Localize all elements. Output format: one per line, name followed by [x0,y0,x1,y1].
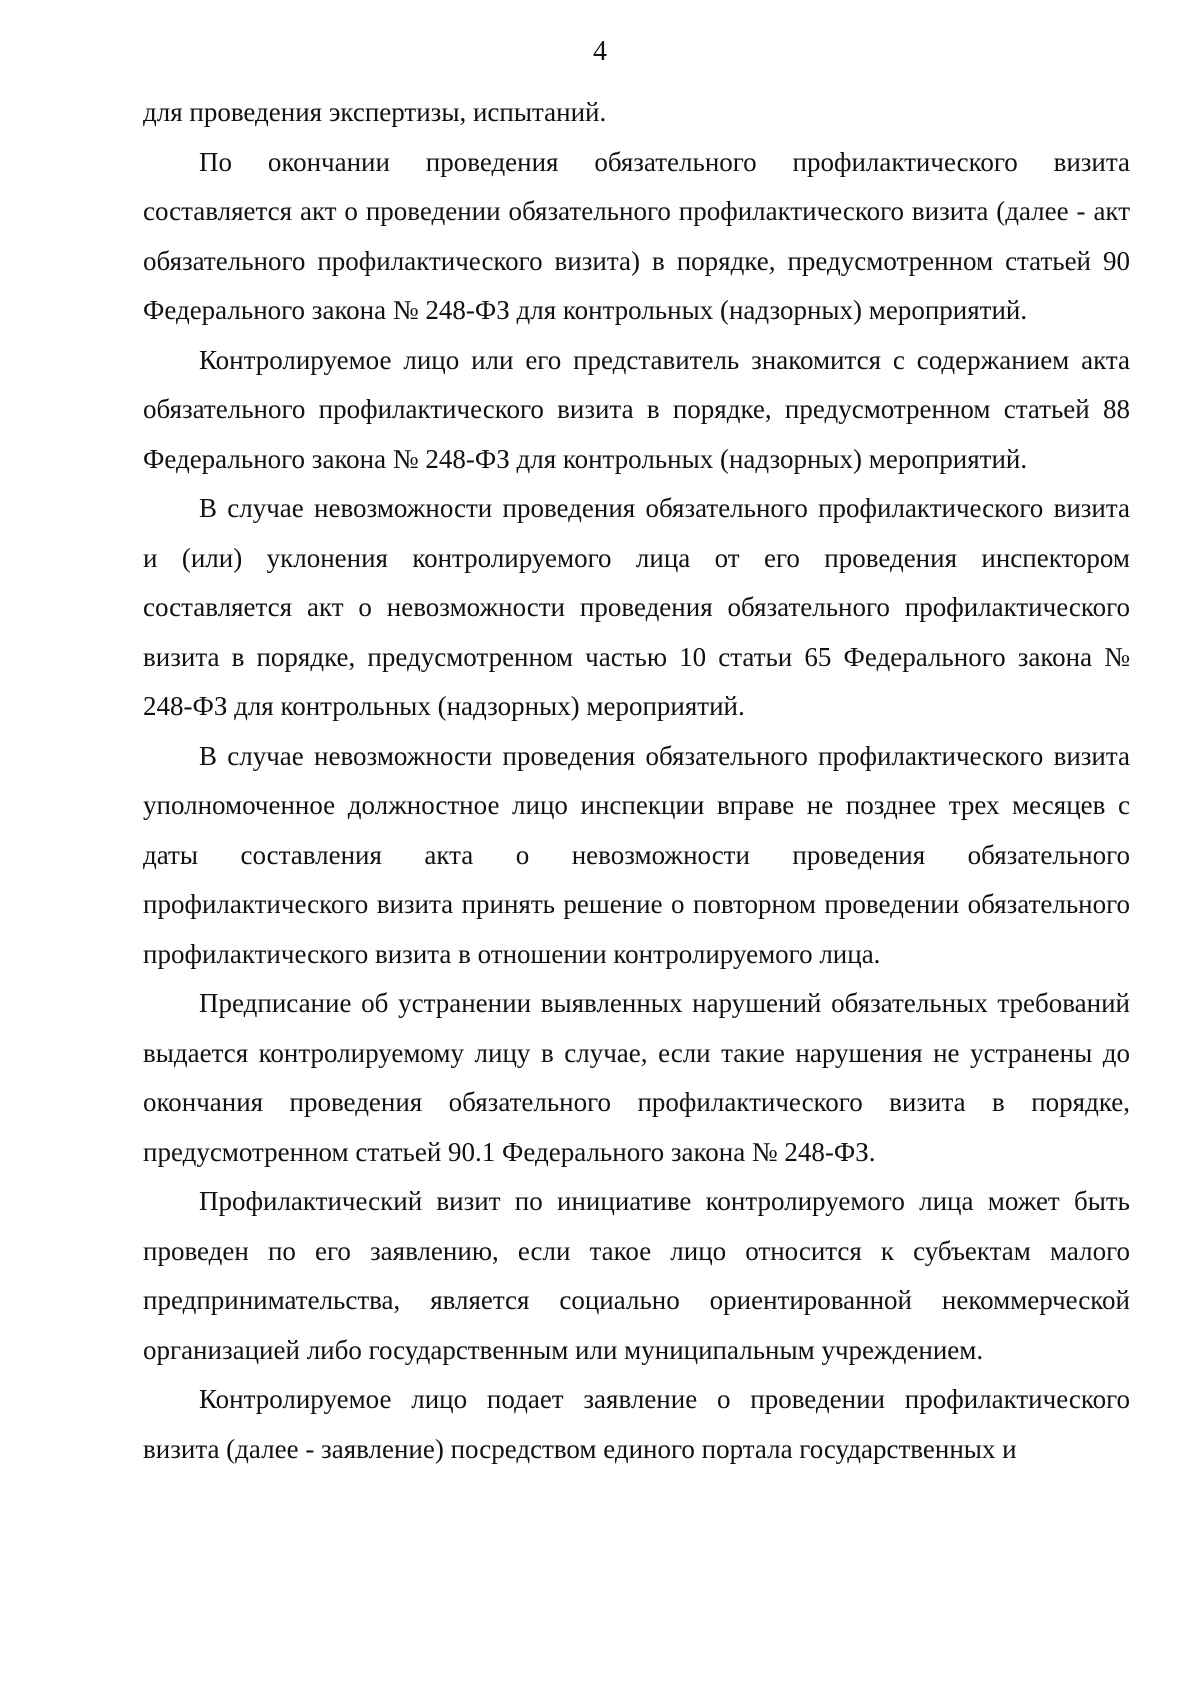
paragraph-violation-order: Предписание об устранении выявленных нарушений обязательных требований выдается контролируемому лицу в случае, если такие нарушения не устранены до окончания проведения обязательного профилактического визита в порядке, предусмотренном статьей 90.1 Федерального закона № 248-ФЗ. [143,988,1130,1167]
paragraph-impossibility-act: В случае невозможности проведения обязательного профилактического визита и (или) уклонения контролируемого лица от его проведения инспектором составляется акт о невозможности проведения обязательного профилактического визита в порядке, предусмотренном частью 10 статьи 65 Федерального закона № 248-ФЗ для контрольных (надзорных) мероприятий. [143,493,1130,721]
paragraph-act-review: Контролируемое лицо или его представитель знакомится с содержанием акта обязательного профилактического визита в порядке, предусмотренном статьей 88 Федерального закона № 248-ФЗ для контрольных (надзорных) мероприятий. [143,344,1130,474]
paragraph-repeat-visit-decision: В случае невозможности проведения обязательного профилактического визита уполномоченное должностное лицо инспекции вправе не позднее трех месяцев с даты составления акта о невозможности проведения обязательного профилактического визита принять решение о повторном проведении обязательного профилактического визита в отношении контролируемого лица. [143,740,1130,969]
document-body [143,88,1130,1474]
paragraph-initiative-visit: Профилактический визит по инициативе контролируемого лица может быть проведен по его заявлению, если такое лицо относится к субъектам малого предпринимательства, является социально ориентированной некоммерческой организацией либо государственным или муниципальным учреждением. [143,1186,1130,1365]
page-number: 4 [593,36,607,67]
paragraph-preventive-visit-act: По окончании проведения обязательного профилактического визита составляется акт о проведении обязательного профилактического визита (далее - акт обязательного профилактического визита) в порядке, предусмотренном статьей 90 Федерального закона № 248-ФЗ для контрольных (надзорных) мероприятий. [143,146,1130,325]
paragraph-application-submission: Контролируемое лицо подает заявление о проведении профилактического визита (далее - заявление) посредством единого портала государственных и [143,1384,1130,1464]
paragraph-continuation: для проведения экспертизы, испытаний. [143,97,607,127]
